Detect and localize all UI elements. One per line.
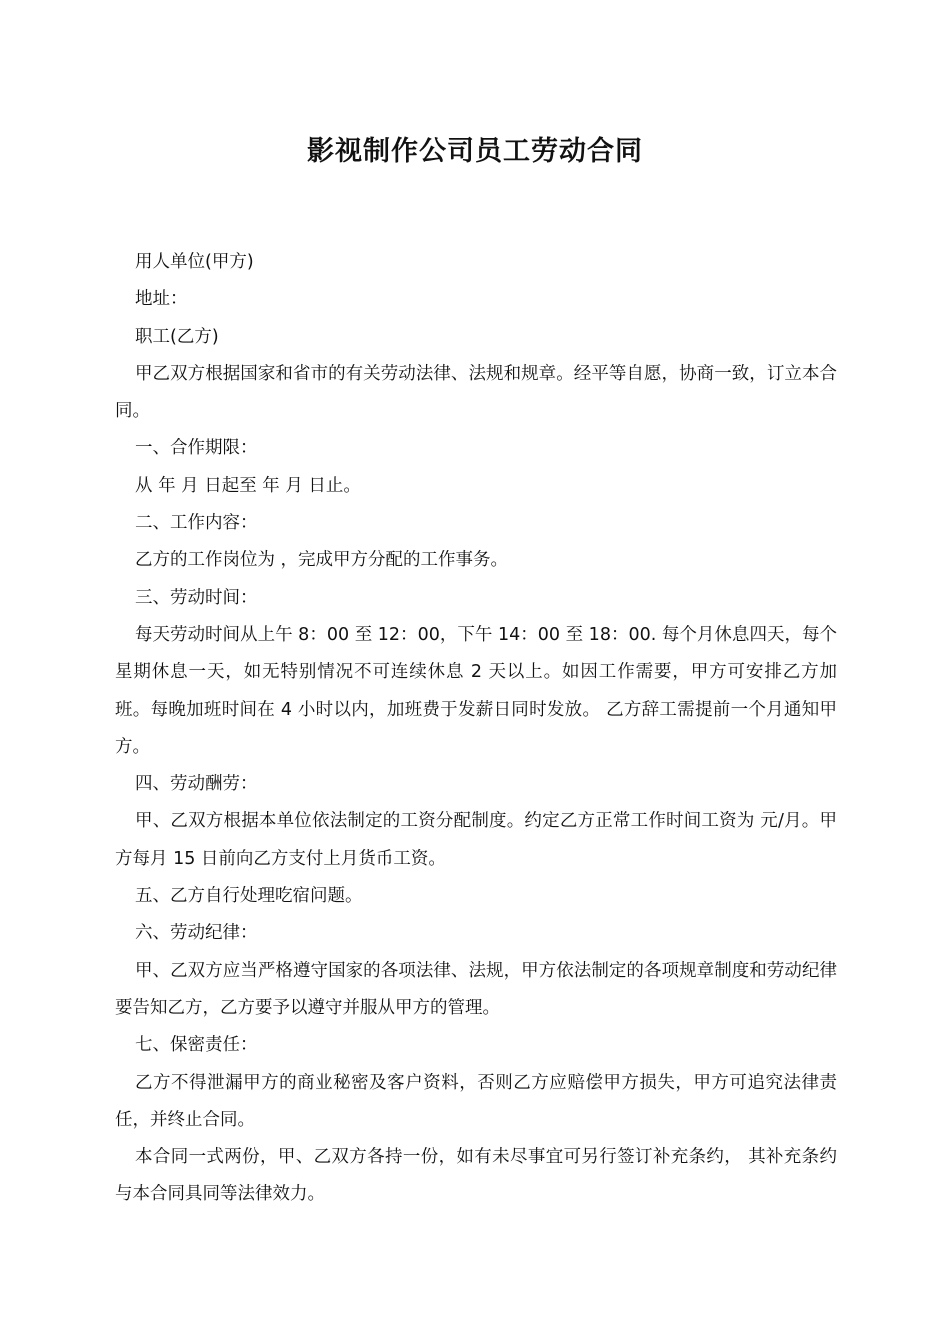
remuneration-paragraph: 甲、乙双方根据本单位依法制定的工资分配制度。约定乙方正常工作时间工资为 元/月。甲方每月 15 日前向乙方支付上月货币工资。	[115, 811, 837, 869]
address-label: 地址：	[135, 289, 188, 310]
section-heading-work-content: 二、工作内容：	[135, 513, 258, 534]
working-hours-paragraph: 每天劳动时间从上午 8：00 至 12：00，下午 14：00 至 18：00. 每个月休息四天，每个星期休息一天，如无特别情况不可连续休息 2 天以上。如因工作需要，甲方可安排乙方加班。每晚加班时间在 4 小时以内，加班费于发薪日同时发放。 乙方辞工需提前一个月通知甲方。	[115, 624, 837, 757]
term-paragraph: 从 年 月 日起至 年 月 日止。	[135, 475, 361, 496]
document-title: 影视制作公司员工劳动合同	[307, 136, 643, 167]
section-heading-remuneration: 四、劳动酬劳：	[135, 774, 258, 795]
section-heading-term: 一、合作期限：	[135, 438, 258, 459]
section-heading-confidentiality: 七、保密责任：	[135, 1035, 258, 1056]
preamble-paragraph: 甲乙双方根据国家和省市的有关劳动法律、法规和规章。经平等自愿，协商一致，订立本合同。	[115, 363, 837, 422]
section-heading-working-hours: 三、劳动时间：	[135, 587, 258, 608]
confidentiality-paragraph: 乙方不得泄漏甲方的商业秘密及客户资料，否则乙方应赔偿甲方损失，甲方可追究法律责任，并终止合同。	[115, 1072, 837, 1130]
discipline-paragraph: 甲、乙双方应当严格遵守国家的各项法律、法规，甲方依法制定的各项规章制度和劳动纪律要告知乙方，乙方要予以遵守并服从甲方的管理。	[115, 960, 837, 1018]
document-body	[115, 244, 837, 1214]
section-boarding: 五、乙方自行处理吃宿问题。	[135, 886, 363, 907]
work-content-paragraph: 乙方的工作岗位为 ，完成甲方分配的工作事务。	[135, 550, 509, 571]
section-heading-discipline: 六、劳动纪律：	[135, 923, 258, 944]
party-a-label: 用人单位(甲方)	[135, 252, 254, 272]
closing-paragraph: 本合同一式两份，甲、乙双方各持一份，如有未尽事宜可另行签订补充条约， 其补充条约与本合同具同等法律效力。	[115, 1147, 837, 1205]
party-b-label: 职工(乙方)	[135, 326, 219, 347]
